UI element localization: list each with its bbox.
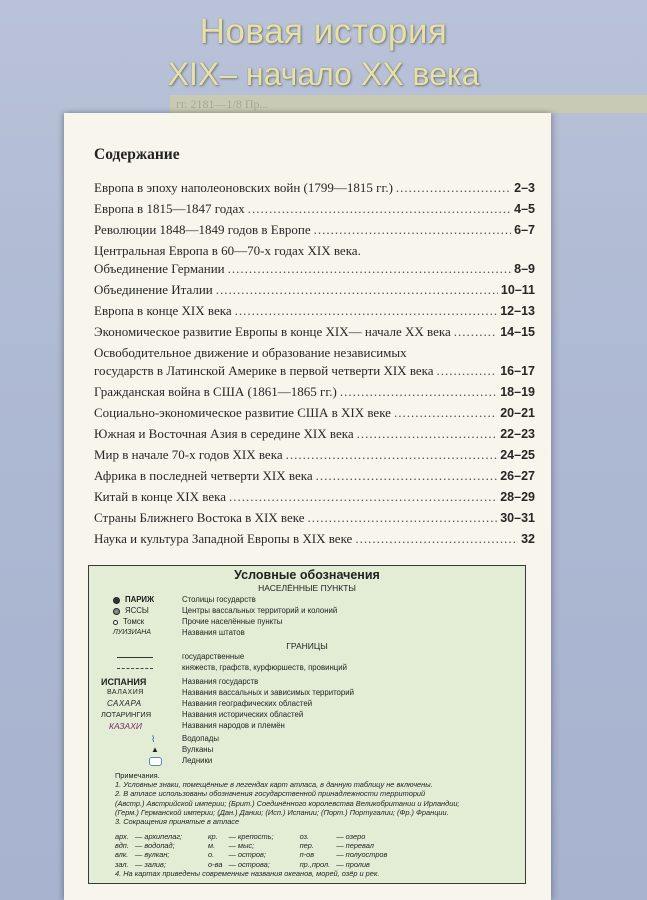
- borders-heading: ГРАНИЦЫ: [286, 641, 328, 651]
- legend-row-province-border: [99, 663, 347, 673]
- toc-item: [94, 221, 535, 239]
- glacier-label: Ледники: [182, 756, 213, 765]
- abbreviation-row: [115, 841, 413, 850]
- abbreviation: о.: [208, 850, 215, 860]
- toc-item-pages: 16–17: [500, 364, 535, 378]
- vassal-center-marker-icon: [113, 608, 120, 615]
- toc-item-pages: 32: [521, 532, 535, 546]
- toc-item-pages: 26–27: [500, 469, 535, 483]
- note-2-end: (Герм.) Германской империи; (Дан.) Дании; (Исп.) Испании; (Порт.) Португалии; (Фр.) Франции.: [115, 807, 449, 817]
- toc-item: [94, 323, 535, 341]
- historic-name-sample: ЛОТАРИНГИЯ: [101, 710, 152, 719]
- legend-row-town: [99, 617, 282, 627]
- toc-item-pages: 6–7: [514, 223, 535, 237]
- vassal-name-sample: ВАЛАХИЯ: [107, 689, 144, 696]
- toc-item-title: Гражданская война в США (1861—1865 гг.): [94, 384, 337, 399]
- toc-leader-dots: [286, 446, 498, 464]
- vassal-name-label: Названия вассальных и зависимых территорий: [182, 688, 354, 697]
- table-of-contents: [94, 179, 535, 551]
- legend-title: Условные обозначения: [234, 568, 380, 582]
- abbreviation-meaning: — вулкан;: [134, 850, 170, 860]
- toc-item-title: Революции 1848—1849 годов в Европе: [94, 222, 311, 237]
- waterfall-label: Водопады: [182, 734, 219, 743]
- toc-leader-dots: [394, 404, 497, 422]
- toc-item: [94, 488, 535, 506]
- abbreviation: пр.,прол.: [299, 859, 331, 869]
- toc-leader-dots: [248, 200, 511, 218]
- toc-item-title: Экономическое развитие Европы в конце XIX— начале XX века: [94, 324, 451, 339]
- toc-item-title-line: Центральная Европа в 60—70-х годах XIX века.: [94, 243, 361, 258]
- abbreviation-meaning: — остров;: [228, 850, 266, 860]
- people-name-sample: КАЗАХИ: [109, 721, 142, 731]
- geo-name-label: Названия географических областей: [182, 699, 313, 708]
- toc-leader-dots: [235, 302, 498, 320]
- abbreviation: пер.: [299, 841, 314, 851]
- legend-row-people-name: [99, 721, 285, 731]
- abbreviation-meaning: — мыс;: [228, 841, 255, 851]
- note-2-continued: (Австр.) Австрийской империи; (Брит.) Соединённого королевства Великобритании и Ирландии;: [115, 798, 460, 808]
- legend-row-vassal-center: [99, 606, 337, 616]
- abbreviation: кр.: [208, 832, 218, 841]
- volcano-icon: ▲: [151, 745, 159, 754]
- toc-leader-dots: [355, 530, 518, 548]
- toc-item-pages: 22–23: [500, 427, 535, 441]
- vassal-center-sample: ЯССЫ: [125, 606, 149, 615]
- note-2: 2. В атласе использованы обозначения государственной принадлежности территорий: [115, 789, 426, 799]
- toc-item-title: Южная и Восточная Азия в середине XIX века: [94, 426, 354, 441]
- legend-row-historic-name: [99, 710, 303, 720]
- toc-item-title: Европа в 1815—1847 годах: [94, 201, 245, 216]
- toc-leader-dots: [357, 425, 498, 443]
- town-sample: Томск: [123, 617, 145, 626]
- toc-item-title: Объединение Италии: [94, 282, 213, 297]
- vassal-center-label: Центры вассальных территорий и колоний: [182, 606, 338, 615]
- waterfall-icon: ⌇: [151, 734, 156, 744]
- note-1: 1. Условные знаки, помещённые в легендах карт атласа, в данную таблицу не включены.: [115, 780, 433, 790]
- toc-item: [94, 242, 535, 278]
- notes-heading: Примечания.: [115, 771, 160, 780]
- legend-row-state: [99, 628, 245, 638]
- abbreviation: оз.: [299, 832, 310, 841]
- toc-item: [94, 179, 535, 197]
- legend-row-capital: [99, 595, 256, 605]
- toc-item-pages: 4–5: [514, 202, 535, 216]
- capital-sample: ПАРИЖ: [125, 595, 155, 604]
- toc-item-title: государств в Латинской Америке в первой четверти XIX века: [94, 363, 434, 378]
- atlas-title: Новая история: [199, 12, 448, 51]
- toc-item-title: Наука и культура Западной Европы в XIX веке: [94, 531, 353, 546]
- abbreviation-row: [115, 832, 413, 841]
- legend-row-country-name: [99, 677, 258, 687]
- toc-item-pages: 28–29: [500, 490, 535, 504]
- toc-item: [94, 530, 535, 548]
- toc-item-pages: 20–21: [500, 406, 535, 420]
- toc-item: [94, 281, 535, 299]
- state-sample: ЛУИЗИАНА: [113, 629, 151, 636]
- toc-item: [94, 404, 535, 422]
- abbreviations-table: [115, 832, 413, 869]
- toc-leader-dots: [314, 221, 512, 239]
- toc-item-pages: 10–11: [500, 283, 535, 297]
- town-label: Прочие населённые пункты: [182, 617, 283, 626]
- toc-leader-dots: [216, 281, 498, 299]
- province-border-line-icon: [117, 668, 153, 669]
- toc-item-pages: 8–9: [514, 262, 535, 276]
- toc-item: [94, 446, 535, 464]
- capital-label: Столицы государств: [182, 595, 256, 604]
- province-border-label: княжеств, графств, курфюршеств, провинций: [182, 663, 347, 672]
- toc-item: [94, 383, 535, 401]
- capital-marker-icon: [113, 597, 120, 604]
- toc-leader-dots: [340, 383, 497, 401]
- toc-item-title: Страны Ближнего Востока в XIX веке: [94, 510, 305, 525]
- toc-item-title: Социально-экономическое развитие США в XIX веке: [94, 405, 391, 420]
- historic-name-label: Названия исторических областей: [182, 710, 304, 719]
- abbreviation-meaning: — водопад;: [134, 841, 175, 851]
- toc-item-title: Китай в конце XIX века: [94, 489, 226, 504]
- toc-item: [94, 344, 535, 380]
- state-border-label: государственные: [182, 652, 245, 661]
- contents-sheet: [64, 113, 551, 900]
- state-label: Названия штатов: [182, 628, 245, 637]
- town-marker-icon: [113, 620, 118, 625]
- abbreviation-row: [115, 860, 413, 869]
- toc-item-pages: 24–25: [500, 448, 535, 462]
- toc-item-title: Европа в конце XIX века: [94, 303, 232, 318]
- toc-item-title: Европа в эпоху наполеоновских войн (1799—1815 гг.): [94, 180, 393, 195]
- toc-leader-dots: [308, 509, 498, 527]
- glacier-icon: [149, 757, 162, 766]
- abbreviation: п-ов: [299, 850, 315, 860]
- abbreviation-meaning: — залив;: [134, 859, 166, 869]
- strip-text: гг. 2181—1/8 Пр...: [176, 97, 269, 111]
- toc-leader-dots: [437, 362, 498, 380]
- state-border-line-icon: [117, 657, 153, 658]
- abbreviation-meaning: — перевал: [336, 841, 374, 851]
- toc-leader-dots: [396, 179, 511, 197]
- toc-item: [94, 509, 535, 527]
- abbreviation: зал.: [115, 859, 129, 869]
- legend-box: [88, 565, 526, 884]
- abbreviation: м.: [208, 841, 216, 851]
- toc-item-title-line: Освободительное движение и образование независимых: [94, 345, 407, 360]
- abbreviation-meaning: — крепость;: [228, 832, 274, 841]
- legend-row-state-border: [99, 652, 244, 662]
- legend-row-geo-name: [99, 699, 312, 709]
- volcano-label: Вулканы: [182, 745, 214, 754]
- geo-name-sample: САХАРА: [107, 699, 142, 708]
- legend-notes: [115, 771, 515, 826]
- note-3: 3. Сокращения принятые в атласе: [115, 817, 240, 827]
- atlas-subtitle: XIX– начало XX века: [167, 56, 480, 92]
- toc-item-pages: 18–19: [500, 385, 535, 399]
- abbreviation-meaning: — острова;: [228, 859, 270, 869]
- toc-item-title: Африка в последней четверти XIX века: [94, 468, 313, 483]
- legend-row-glacier: [99, 756, 212, 766]
- toc-item-pages: 14–15: [500, 325, 535, 339]
- decorative-strip: [170, 95, 647, 113]
- toc-item-pages: 30–31: [500, 511, 535, 525]
- abbreviation-meaning: — полуостров: [336, 850, 388, 860]
- toc-item-title: Мир в начале 70-х годов XIX века: [94, 447, 283, 462]
- toc-heading: Содержание: [94, 146, 180, 163]
- legend-row-waterfall: [99, 734, 219, 744]
- toc-leader-dots: [316, 467, 498, 485]
- toc-leader-dots: [229, 488, 497, 506]
- abbreviation: арх.: [115, 832, 129, 841]
- note-4: 4. На картах приведены современные названия океанов, морей, озёр и рек.: [115, 869, 380, 878]
- abbreviation: вдп.: [115, 841, 129, 851]
- toc-item-pages: 2–3: [514, 181, 535, 195]
- abbreviation-row: [115, 850, 413, 859]
- abbreviation-meaning: — пролив: [336, 859, 370, 869]
- toc-leader-dots: [454, 323, 497, 341]
- settlements-heading: НАСЕЛЁННЫЕ ПУНКТЫ: [258, 583, 356, 593]
- toc-leader-dots: [228, 260, 512, 278]
- abbreviation: о-ва: [208, 859, 223, 869]
- toc-item: [94, 425, 535, 443]
- abbreviation-meaning: — архипелаг;: [134, 832, 183, 841]
- abbreviation: влк.: [115, 850, 129, 860]
- country-name-sample: ИСПАНИЯ: [101, 677, 147, 687]
- people-name-label: Названия народов и племён: [182, 721, 285, 730]
- toc-item: [94, 200, 535, 218]
- country-name-label: Названия государств: [182, 677, 259, 686]
- abbreviation-meaning: — озеро: [336, 832, 366, 841]
- toc-item-pages: 12–13: [500, 304, 535, 318]
- legend-row-volcano: [99, 745, 213, 755]
- toc-item: [94, 467, 535, 485]
- toc-item-title: Объединение Германии: [94, 261, 225, 276]
- toc-item: [94, 302, 535, 320]
- legend-row-vassal-name: [99, 688, 354, 698]
